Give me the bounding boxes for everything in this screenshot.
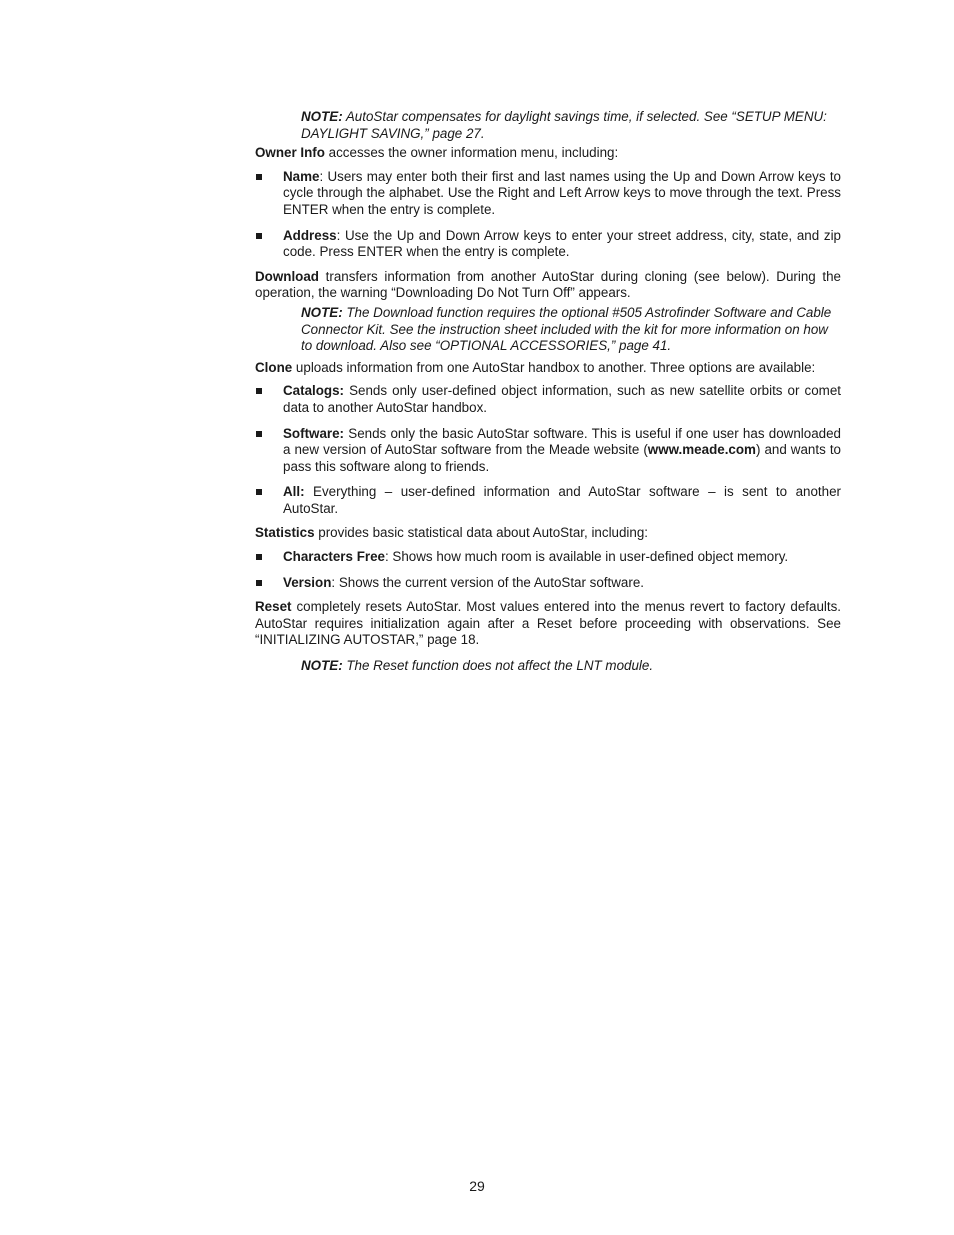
page-content	[255, 109, 841, 678]
list-item-characters-free	[255, 549, 841, 566]
statistics-term: Statistics	[255, 525, 315, 541]
bullet-square-icon	[256, 489, 262, 495]
download-term: Download	[255, 268, 319, 284]
bullet-square-icon	[256, 431, 262, 437]
meade-website-link[interactable]: www.meade.com	[647, 442, 756, 458]
list-item-version	[255, 575, 841, 592]
bullet-square-icon	[256, 233, 262, 239]
clone-term: Clone	[255, 359, 293, 375]
reset-paragraph	[255, 599, 841, 649]
note-label: NOTE:	[301, 304, 343, 320]
page-number: 29	[469, 1178, 485, 1194]
clone-paragraph	[255, 360, 841, 377]
item-text: : Shows the current version of the AutoStar software.	[331, 574, 644, 590]
list-item-all	[255, 484, 841, 517]
bullet-square-icon	[256, 174, 262, 180]
statistics-text: provides basic statistical data about AutoStar, including:	[314, 525, 649, 541]
item-text: Sends only the basic AutoStar software. This is useful if one user has downloaded a new version of AutoStar software from the Meade website (	[283, 425, 841, 458]
item-term: Characters Free	[283, 549, 385, 565]
note-text: The Download function requires the optional #505 Astrofinder Software and Cable Connector Kit. See the instruction sheet included with the kit for more information on how to download. Also see “OPTIONAL ACCESSORIES,” page 41.	[301, 304, 832, 354]
note-daylight-saving	[301, 109, 841, 142]
item-text: : Use the Up and Down Arrow keys to enter your street address, city, state, and zip code. Press ENTER when the entry is complete.	[283, 227, 841, 260]
clone-text: uploads information from one AutoStar handbox to another. Three options are available:	[292, 359, 816, 375]
statistics-paragraph	[255, 525, 841, 542]
item-term: Software:	[283, 425, 345, 441]
note-text: AutoStar compensates for daylight savings time, if selected. See “SETUP MENU: DAYLIGHT SAVING,” page 27.	[301, 109, 827, 141]
owner-info-term: Owner Info	[255, 145, 325, 161]
item-term: Name	[283, 168, 320, 184]
reset-text: completely resets AutoStar. Most values entered into the menus revert to factory defaults. AutoStar requires initialization again after a Reset before proceeding with observations. See “INITIALIZING AUTOSTAR,” page 18.	[255, 599, 841, 648]
list-item-software	[255, 426, 841, 476]
list-item-address	[255, 228, 841, 261]
note-reset	[301, 658, 841, 675]
bullet-square-icon	[256, 388, 262, 394]
note-label: NOTE:	[301, 658, 343, 674]
bullet-square-icon	[256, 580, 262, 586]
item-term: Address	[283, 227, 337, 243]
note-download	[301, 305, 841, 355]
reset-term: Reset	[255, 599, 292, 615]
owner-info-text: accesses the owner information menu, including:	[324, 145, 619, 161]
item-text: Sends only user-defined object information, such as new satellite orbits or comet data to another AutoStar handbox.	[283, 383, 841, 415]
list-item-name	[255, 169, 841, 219]
bullet-square-icon	[256, 554, 262, 560]
list-item-catalogs	[255, 383, 841, 416]
item-term: All:	[283, 484, 305, 500]
item-text: : Shows how much room is available in user-defined object memory.	[384, 549, 789, 565]
note-label: NOTE:	[301, 109, 343, 124]
owner-info-paragraph	[255, 145, 841, 162]
item-text: : Users may enter both their first and last names using the Up and Down Arrow keys to cycle through the alphabet. Use the Right and Left Arrow keys to move through the text. Press ENTER when the entry is complete.	[283, 168, 841, 217]
item-text: ) and wants to pass this software along to friends.	[283, 442, 841, 474]
item-term: Catalogs:	[283, 383, 345, 399]
note-text: The Reset function does not affect the LNT module.	[342, 658, 654, 674]
item-text: Everything – user-defined information and AutoStar software – is sent to another AutoStar.	[283, 484, 841, 516]
download-paragraph	[255, 269, 841, 302]
item-term: Version	[283, 574, 332, 590]
download-text: transfers information from another AutoStar during cloning (see below). During the operation, the warning “Downloading Do Not Turn Off” appears.	[255, 268, 841, 301]
